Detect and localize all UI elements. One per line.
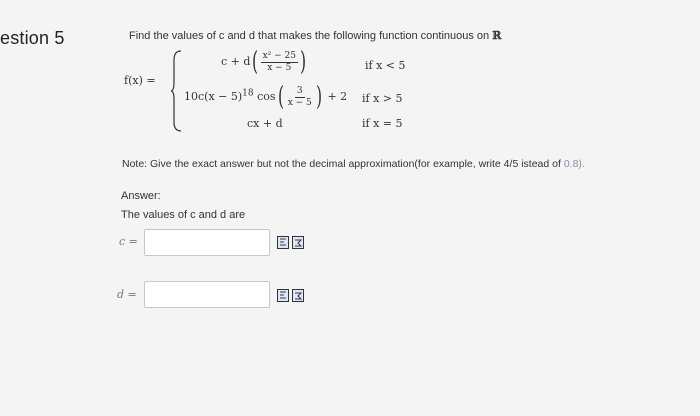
case-2-expression: $10c(x - 5)^{18}$ cos( $\frac{3}{x - 5}$ ) + 2 bbox=[184, 82, 348, 112]
piecewise-brace bbox=[170, 50, 184, 132]
preview-icon[interactable] bbox=[292, 289, 304, 302]
question-prompt bbox=[129, 29, 501, 42]
d-field-label: d = bbox=[117, 288, 137, 301]
function-name: f(x) = bbox=[124, 74, 156, 87]
answer-heading: Answer: bbox=[121, 190, 161, 202]
prompt-text: Find the values of c and d that makes the following function continuous on bbox=[129, 30, 490, 42]
c-answer-input[interactable] bbox=[144, 229, 270, 256]
real-numbers-symbol: ℝ bbox=[492, 29, 502, 42]
case-3-condition: if x = 5 bbox=[362, 117, 403, 130]
note-text: Note: Give the exact answer but not the decimal approximation(for example, write 4/5 istead of 0.8). bbox=[122, 158, 585, 170]
answer-intro: The values of c and d are bbox=[121, 209, 246, 221]
case-2-condition: if x > 5 bbox=[362, 92, 403, 105]
preview-icon[interactable] bbox=[292, 236, 304, 249]
case-3-expression: cx + d bbox=[247, 117, 283, 130]
case-1-expression: c + d( $\frac{\text{x² − 25}}{x - 5}$ ) bbox=[221, 47, 307, 77]
c-field-label: c = bbox=[119, 235, 138, 248]
equation-editor-icon[interactable] bbox=[277, 289, 289, 302]
question-number-label: estion 5 bbox=[0, 28, 65, 48]
d-answer-input[interactable] bbox=[144, 281, 270, 308]
equation-editor-icon[interactable] bbox=[277, 236, 289, 249]
case-1-condition: if x < 5 bbox=[365, 59, 406, 72]
